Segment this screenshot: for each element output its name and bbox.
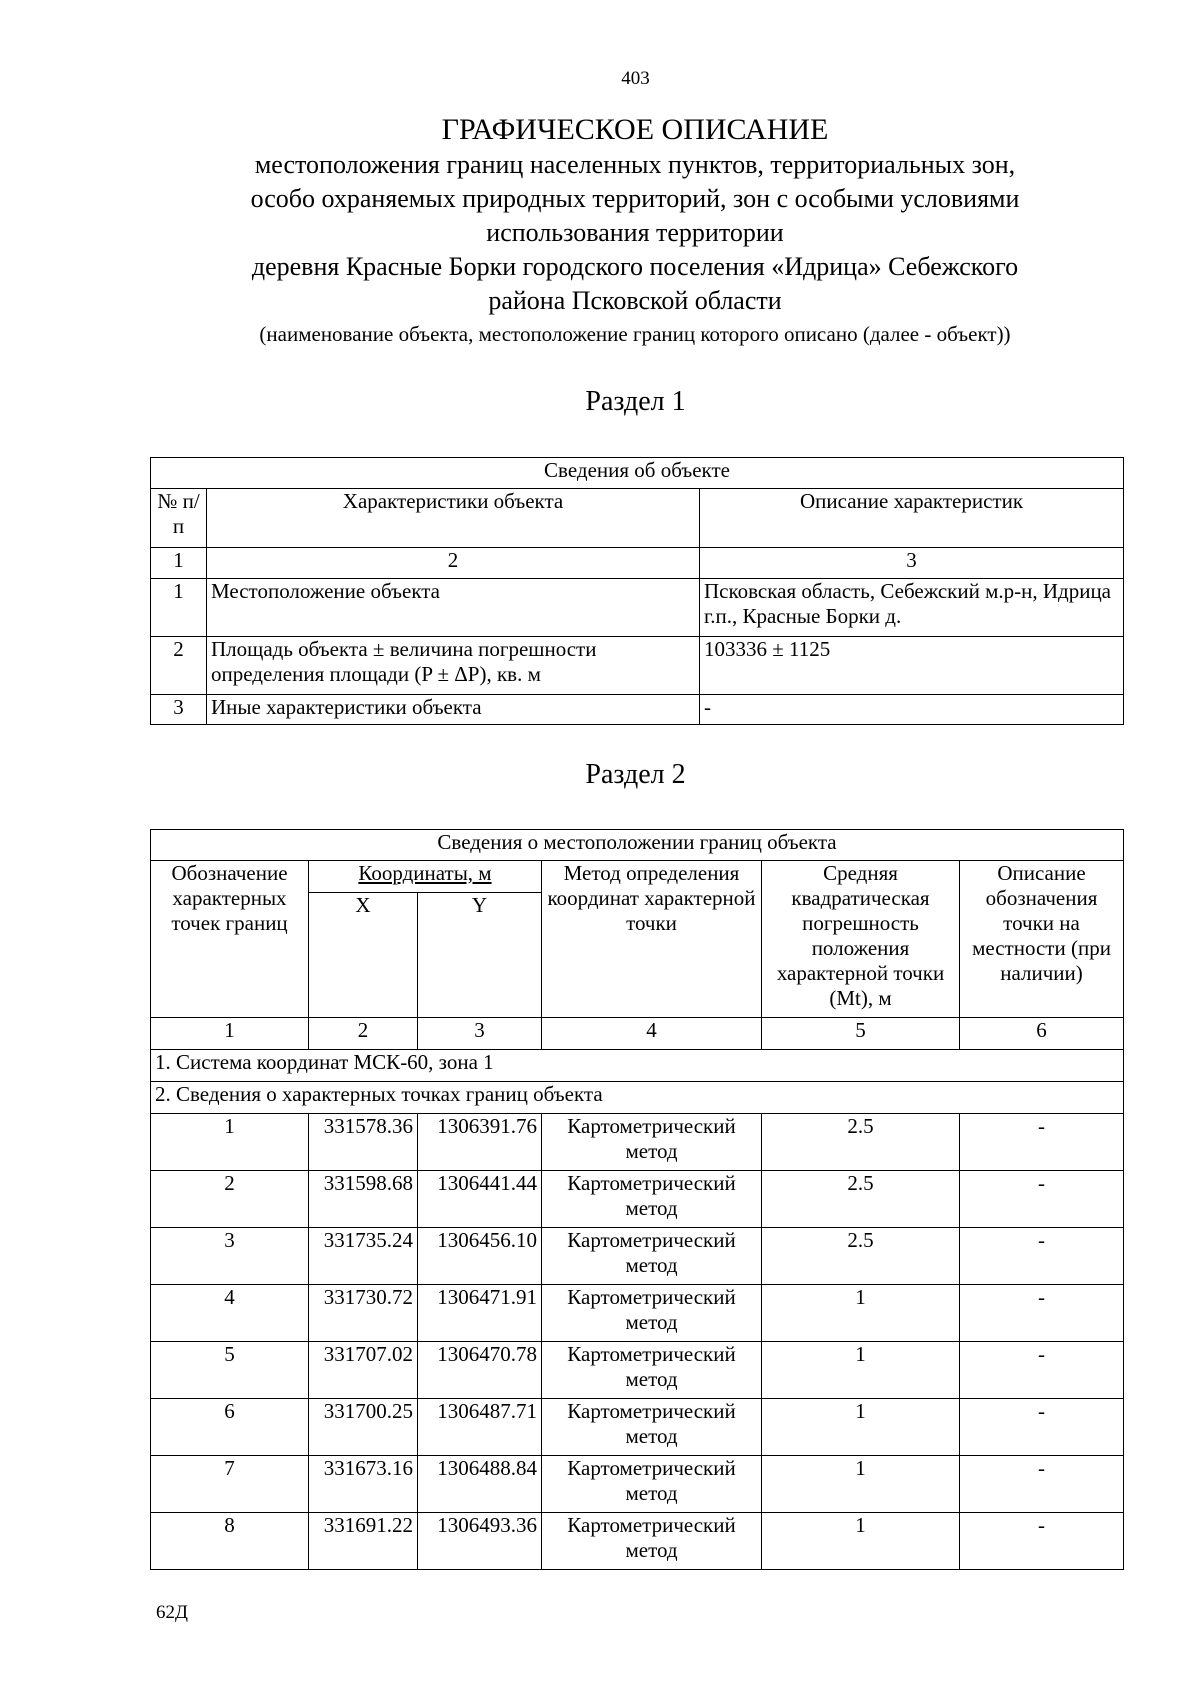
column-number: 1 (151, 548, 207, 579)
characteristic-cell: Иные характеристики объекта (207, 695, 700, 725)
column-header: Описание характеристик (700, 489, 1124, 548)
description-cell: 103336 ± 1125 (700, 637, 1124, 695)
method-cell: Картометрический метод (542, 1114, 762, 1171)
point-number: 1 (151, 1114, 309, 1171)
x-coordinate: 331578.36 (309, 1114, 418, 1171)
description-cell: - (960, 1399, 1124, 1456)
table-row (151, 579, 1124, 637)
x-coordinate: 331700.25 (309, 1399, 418, 1456)
method-cell: Картометрический метод (542, 1342, 762, 1399)
boundary-points-table (150, 829, 1124, 1570)
table-row (151, 1513, 1124, 1570)
y-coordinate: 1306487.71 (418, 1399, 542, 1456)
x-coordinate: 331598.68 (309, 1171, 418, 1228)
characteristic-cell: Местоположение объекта (207, 579, 700, 637)
table-row (151, 1228, 1124, 1285)
row-number: 1 (151, 579, 207, 637)
subtitle-line: местоположения границ населенных пунктов, территориальных зон, (254, 150, 1016, 179)
column-number: 2 (207, 548, 700, 579)
y-coordinate: 1306391.76 (418, 1114, 542, 1171)
table-row (151, 695, 1124, 725)
description-cell: - (960, 1513, 1124, 1570)
subtitle-line: особо охраняемых природных территорий, зон с особыми условиями (250, 184, 1020, 213)
description-cell: - (700, 695, 1124, 725)
x-coordinate: 331673.16 (309, 1456, 418, 1513)
description-cell: - (960, 1228, 1124, 1285)
column-header: Характеристики объекта (207, 489, 700, 548)
column-number: 3 (700, 548, 1124, 579)
column-header: № п/п (151, 489, 207, 548)
object-note: (наименование объекта, местоположение границ которого описано (далее - объект)) (259, 322, 1011, 346)
description-cell: - (960, 1285, 1124, 1342)
document-title: ГРАФИЧЕСКОЕ ОПИСАНИЕ (441, 113, 829, 146)
column-header-y: Y (418, 893, 542, 1018)
point-number: 8 (151, 1513, 309, 1570)
column-header-error: Средняя квадратическая погрешность положения характерной точки (Mt), м (762, 861, 960, 1018)
object-info-table-title: Сведения об объекте (151, 458, 1124, 489)
column-header-x: X (309, 893, 418, 1018)
object-info-table (150, 457, 1124, 725)
y-coordinate: 1306456.10 (418, 1228, 542, 1285)
subtitle-line: использования территории (486, 218, 784, 247)
method-cell: Картометрический метод (542, 1171, 762, 1228)
point-number: 7 (151, 1456, 309, 1513)
method-cell: Картометрический метод (542, 1285, 762, 1342)
row-number: 2 (151, 637, 207, 695)
table-row (151, 1114, 1124, 1171)
x-coordinate: 331730.72 (309, 1285, 418, 1342)
description-cell: - (960, 1456, 1124, 1513)
column-header-method: Метод определения координат характерной точки (542, 861, 762, 1018)
error-cell: 1 (762, 1342, 960, 1399)
point-number: 6 (151, 1399, 309, 1456)
y-coordinate: 1306470.78 (418, 1342, 542, 1399)
x-coordinate: 331735.24 (309, 1228, 418, 1285)
method-cell: Картометрический метод (542, 1228, 762, 1285)
x-coordinate: 331691.22 (309, 1513, 418, 1570)
row-number: 3 (151, 695, 207, 725)
table-row (151, 637, 1124, 695)
table-row (151, 1342, 1124, 1399)
coordinate-system-row: 1. Система координат МСК-60, зона 1 (151, 1050, 1124, 1082)
y-coordinate: 1306441.44 (418, 1171, 542, 1228)
x-coordinate: 331707.02 (309, 1342, 418, 1399)
description-cell: - (960, 1342, 1124, 1399)
section2-heading: Раздел 2 (585, 759, 686, 790)
error-cell: 2.5 (762, 1228, 960, 1285)
page-number: 403 (621, 68, 650, 89)
boundary-table-title: Сведения о местоположении границ объекта (151, 830, 1124, 861)
error-cell: 2.5 (762, 1171, 960, 1228)
error-cell: 1 (762, 1513, 960, 1570)
table-row (151, 1285, 1124, 1342)
y-coordinate: 1306471.91 (418, 1285, 542, 1342)
method-cell: Картометрический метод (542, 1399, 762, 1456)
point-number: 5 (151, 1342, 309, 1399)
column-number: 1 (151, 1018, 309, 1050)
column-number: 2 (309, 1018, 418, 1050)
error-cell: 2.5 (762, 1114, 960, 1171)
y-coordinate: 1306493.36 (418, 1513, 542, 1570)
table-row (151, 1171, 1124, 1228)
column-number: 4 (542, 1018, 762, 1050)
section1-heading: Раздел 1 (585, 386, 686, 417)
title-block (150, 112, 1120, 348)
table-row (151, 1456, 1124, 1513)
column-number: 6 (960, 1018, 1124, 1050)
column-number: 3 (418, 1018, 542, 1050)
point-number: 3 (151, 1228, 309, 1285)
column-number: 5 (762, 1018, 960, 1050)
description-cell: - (960, 1171, 1124, 1228)
column-header-coordinates: Координаты, м (309, 861, 542, 893)
y-coordinate: 1306488.84 (418, 1456, 542, 1513)
table-row (151, 1399, 1124, 1456)
footer-code: 62Д (156, 1602, 188, 1623)
error-cell: 1 (762, 1399, 960, 1456)
point-number: 2 (151, 1171, 309, 1228)
error-cell: 1 (762, 1456, 960, 1513)
characteristic-cell: Площадь объекта ± величина погрешности определения площади (P ± ΔP), кв. м (207, 637, 700, 695)
method-cell: Картометрический метод (542, 1456, 762, 1513)
point-number: 4 (151, 1285, 309, 1342)
column-header-point: Обозначение характерных точек границ (151, 861, 309, 1018)
column-header-description: Описание обозначения точки на местности (при наличии) (960, 861, 1124, 1018)
points-heading-row: 2. Сведения о характерных точках границ объекта (151, 1082, 1124, 1114)
error-cell: 1 (762, 1285, 960, 1342)
description-cell: Псковская область, Себежский м.р-н, Идрица г.п., Красные Борки д. (700, 579, 1124, 637)
method-cell: Картометрический метод (542, 1513, 762, 1570)
object-name-line: района Псковской области (488, 286, 782, 315)
description-cell: - (960, 1114, 1124, 1171)
object-name-line: деревня Красные Борки городского поселения «Идрица» Себежского (251, 252, 1019, 281)
